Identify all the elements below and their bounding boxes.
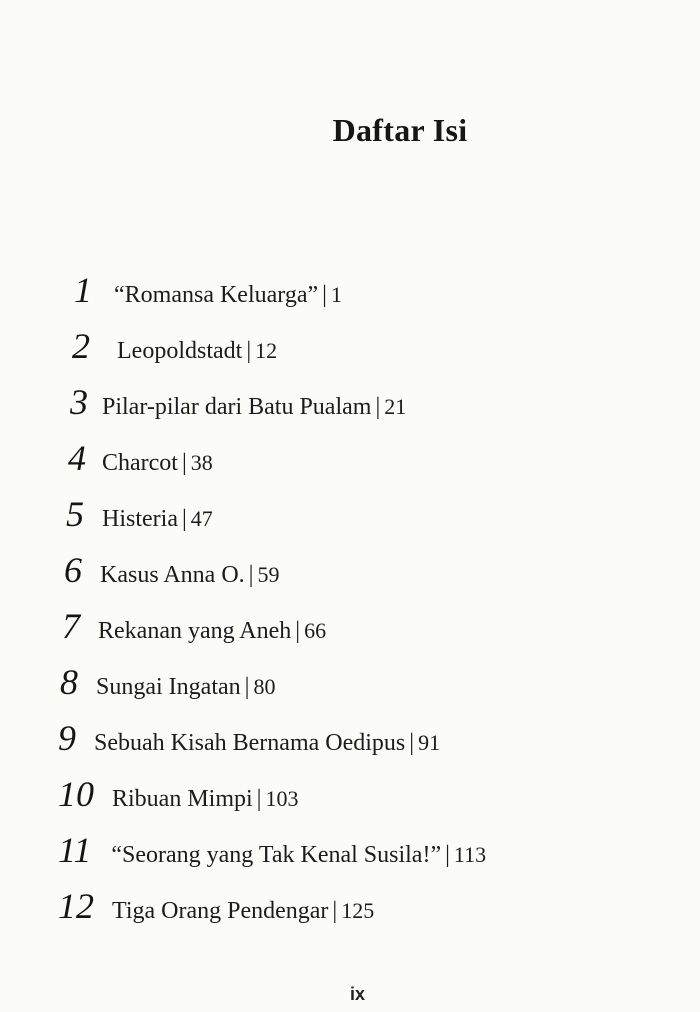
chapter-title: Leopoldstadt [117,338,243,364]
page-number: 1 [330,282,342,307]
chapter-title: Kasus Anna O. [100,562,245,588]
separator: | [256,786,262,812]
page-title: Daftar Isi [332,112,468,148]
page-number: 12 [255,338,278,363]
page-number: 59 [257,562,280,587]
chapter-title: Charcot [102,450,178,476]
chapter-title: Rekanan yang Aneh [98,618,292,644]
chapter-title: Pilar-pilar dari Batu Pualam [102,394,372,420]
chapter-title: Sungai Ingatan [96,674,241,700]
chapter-title: Ribuan Mimpi [112,786,253,812]
separator: | [409,730,415,756]
separator: | [332,898,338,924]
chapter-number: 2 [72,326,90,366]
separator: | [322,282,327,308]
toc-entry-2 [72,328,277,365]
toc-entry-5 [66,496,213,533]
page-number: 125 [341,898,375,923]
separator: | [295,618,301,644]
chapter-title: “Seorang yang Tak Kenal Susila!” [111,842,442,868]
page-number: 21 [384,394,407,419]
toc-entry-4 [68,440,213,477]
separator: | [246,338,252,364]
folio-page-number: ix [350,984,366,1004]
toc-entry-1 [74,272,342,309]
toc-entry-7 [62,608,326,645]
separator: | [375,394,381,420]
page-number: 47 [190,506,213,531]
chapter-title: Sebuah Kisah Bernama Oedipus [94,730,406,756]
chapter-number: 1 [74,270,92,310]
chapter-number: 9 [58,718,76,758]
page-number: 103 [265,786,299,811]
toc-entry-12 [58,888,374,925]
chapter-number: 8 [60,662,78,702]
chapter-number: 7 [62,606,80,646]
toc-entry-3 [70,384,406,421]
page-number: 66 [304,618,327,643]
chapter-number: 12 [58,886,94,926]
page-number: 38 [190,450,213,475]
separator: | [445,842,450,868]
chapter-number: 11 [58,830,92,870]
chapter-number: 4 [68,438,86,478]
page-number: 113 [453,842,487,867]
chapter-number: 5 [66,494,84,534]
toc-entry-11 [58,832,486,869]
chapter-number: 3 [70,382,88,422]
toc-entry-6 [64,552,279,589]
toc-entry-9 [58,720,440,757]
chapter-title: Tiga Orang Pendengar [112,898,329,924]
chapter-number: 10 [58,774,94,814]
separator: | [181,450,187,476]
separator: | [244,674,250,700]
separator: | [181,506,187,532]
page-number: 80 [253,674,276,699]
page-number: 91 [418,730,441,755]
toc-entry-10 [58,776,298,813]
chapter-number: 6 [64,550,82,590]
toc-entry-8 [60,664,275,701]
chapter-title: Histeria [102,506,178,532]
separator: | [248,562,254,588]
chapter-title: “Romansa Keluarga” [114,282,319,308]
